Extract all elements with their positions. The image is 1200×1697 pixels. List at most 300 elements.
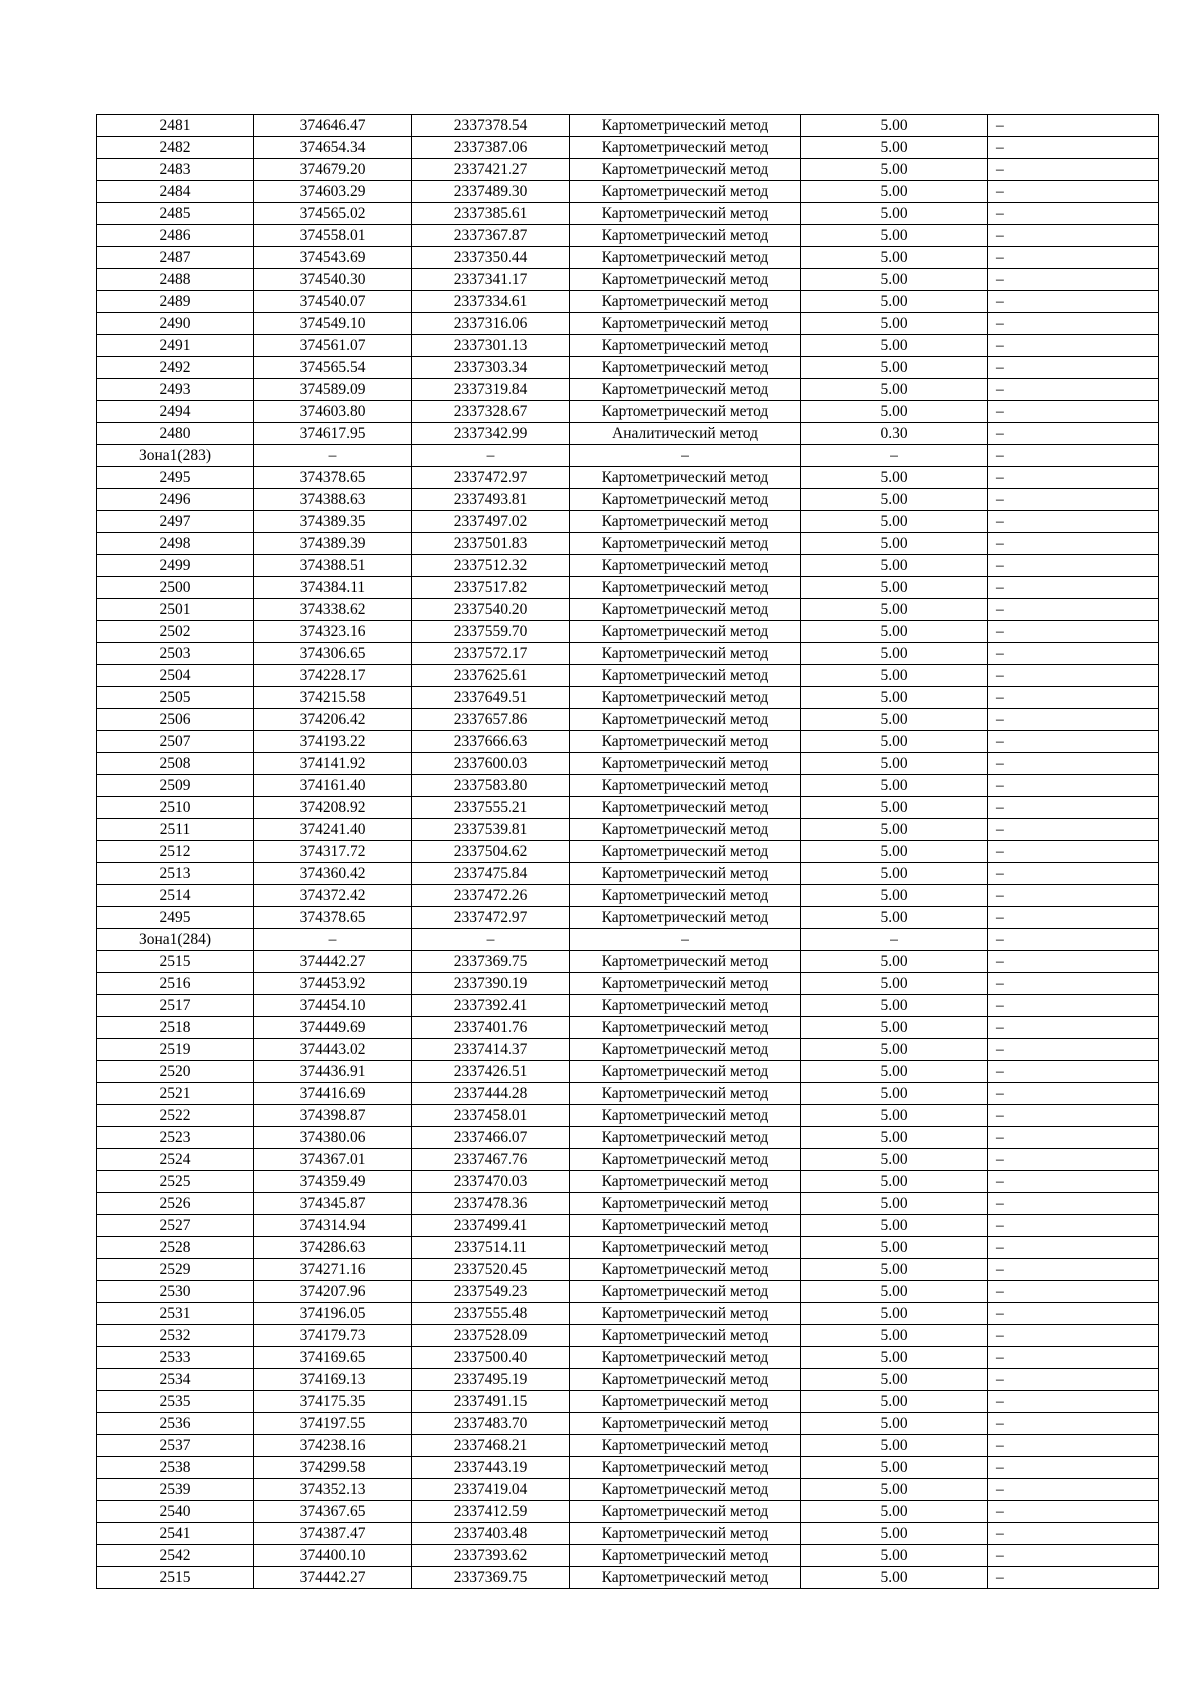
y-coordinate-cell: 2337467.76	[412, 1149, 570, 1171]
x-coordinate-cell: 374646.47	[254, 115, 412, 137]
precision-cell: 5.00	[801, 1457, 988, 1479]
point-number-cell: 2512	[97, 841, 254, 863]
description-cell: –	[988, 1061, 1159, 1083]
point-number-cell: 2507	[97, 731, 254, 753]
method-cell: Картометрический метод	[570, 291, 801, 313]
precision-cell: 5.00	[801, 1567, 988, 1589]
description-cell: –	[988, 335, 1159, 357]
point-number-cell: 2537	[97, 1435, 254, 1457]
table-row	[97, 1457, 1159, 1479]
y-coordinate-cell: 2337472.97	[412, 907, 570, 929]
point-number-cell: 2525	[97, 1171, 254, 1193]
point-number-cell: 2523	[97, 1127, 254, 1149]
point-number-cell: Зона1(284)	[97, 929, 254, 951]
y-coordinate-cell: 2337559.70	[412, 621, 570, 643]
table-row	[97, 269, 1159, 291]
y-coordinate-cell: 2337419.04	[412, 1479, 570, 1501]
point-number-cell: 2510	[97, 797, 254, 819]
description-cell: –	[988, 1017, 1159, 1039]
point-number-cell: 2491	[97, 335, 254, 357]
table-row	[97, 555, 1159, 577]
description-cell: –	[988, 687, 1159, 709]
description-cell: –	[988, 1193, 1159, 1215]
precision-cell: 5.00	[801, 621, 988, 643]
method-cell: Картометрический метод	[570, 115, 801, 137]
x-coordinate-cell: 374360.42	[254, 863, 412, 885]
point-number-cell: 2503	[97, 643, 254, 665]
y-coordinate-cell: 2337303.34	[412, 357, 570, 379]
point-number-cell: 2538	[97, 1457, 254, 1479]
table-row	[97, 1259, 1159, 1281]
precision-cell: 5.00	[801, 577, 988, 599]
description-cell: –	[988, 951, 1159, 973]
y-coordinate-cell: 2337378.54	[412, 115, 570, 137]
x-coordinate-cell: 374345.87	[254, 1193, 412, 1215]
precision-cell: 5.00	[801, 709, 988, 731]
table-row	[97, 907, 1159, 929]
description-cell: –	[988, 731, 1159, 753]
precision-cell: 5.00	[801, 1017, 988, 1039]
x-coordinate-cell: 374603.29	[254, 181, 412, 203]
description-cell: –	[988, 1281, 1159, 1303]
table-row	[97, 181, 1159, 203]
point-number-cell: 2522	[97, 1105, 254, 1127]
x-coordinate-cell: –	[254, 929, 412, 951]
y-coordinate-cell: 2337443.19	[412, 1457, 570, 1479]
description-cell: –	[988, 929, 1159, 951]
x-coordinate-cell: 374241.40	[254, 819, 412, 841]
y-coordinate-cell: 2337666.63	[412, 731, 570, 753]
table-row	[97, 335, 1159, 357]
y-coordinate-cell: 2337369.75	[412, 1567, 570, 1589]
precision-cell: 5.00	[801, 1369, 988, 1391]
point-number-cell: Зона1(283)	[97, 445, 254, 467]
x-coordinate-cell: 374549.10	[254, 313, 412, 335]
x-coordinate-cell: 374389.35	[254, 511, 412, 533]
precision-cell: 5.00	[801, 863, 988, 885]
method-cell: Картометрический метод	[570, 511, 801, 533]
table-row	[97, 1237, 1159, 1259]
point-number-cell: 2502	[97, 621, 254, 643]
precision-cell: 5.00	[801, 1193, 988, 1215]
y-coordinate-cell: –	[412, 929, 570, 951]
y-coordinate-cell: 2337341.17	[412, 269, 570, 291]
x-coordinate-cell: 374323.16	[254, 621, 412, 643]
description-cell: –	[988, 709, 1159, 731]
table-row	[97, 1391, 1159, 1413]
point-number-cell: 2492	[97, 357, 254, 379]
point-number-cell: 2526	[97, 1193, 254, 1215]
point-number-cell: 2533	[97, 1347, 254, 1369]
precision-cell: 5.00	[801, 665, 988, 687]
table-row	[97, 467, 1159, 489]
y-coordinate-cell: 2337342.99	[412, 423, 570, 445]
y-coordinate-cell: 2337539.81	[412, 819, 570, 841]
point-number-cell: 2495	[97, 907, 254, 929]
y-coordinate-cell: 2337458.01	[412, 1105, 570, 1127]
point-number-cell: 2481	[97, 115, 254, 137]
y-coordinate-cell: 2337625.61	[412, 665, 570, 687]
x-coordinate-cell: 374565.54	[254, 357, 412, 379]
precision-cell: 5.00	[801, 1061, 988, 1083]
method-cell: Картометрический метод	[570, 181, 801, 203]
description-cell: –	[988, 643, 1159, 665]
precision-cell: 5.00	[801, 313, 988, 335]
y-coordinate-cell: 2337466.07	[412, 1127, 570, 1149]
precision-cell: 5.00	[801, 379, 988, 401]
point-number-cell: 2514	[97, 885, 254, 907]
description-cell: –	[988, 1391, 1159, 1413]
y-coordinate-cell: 2337555.48	[412, 1303, 570, 1325]
table-row	[97, 1281, 1159, 1303]
description-cell: –	[988, 775, 1159, 797]
x-coordinate-cell: 374540.07	[254, 291, 412, 313]
method-cell: Картометрический метод	[570, 1039, 801, 1061]
point-number-cell: 2486	[97, 225, 254, 247]
point-number-cell: 2497	[97, 511, 254, 533]
method-cell: Картометрический метод	[570, 467, 801, 489]
point-number-cell: 2487	[97, 247, 254, 269]
precision-cell: 5.00	[801, 1325, 988, 1347]
table-row	[97, 1435, 1159, 1457]
y-coordinate-cell: 2337504.62	[412, 841, 570, 863]
x-coordinate-cell: 374197.55	[254, 1413, 412, 1435]
description-cell: –	[988, 1523, 1159, 1545]
description-cell: –	[988, 1347, 1159, 1369]
x-coordinate-cell: 374543.69	[254, 247, 412, 269]
method-cell: Картометрический метод	[570, 1347, 801, 1369]
y-coordinate-cell: 2337472.97	[412, 467, 570, 489]
y-coordinate-cell: 2337470.03	[412, 1171, 570, 1193]
description-cell: –	[988, 1215, 1159, 1237]
x-coordinate-cell: 374338.62	[254, 599, 412, 621]
precision-cell: 5.00	[801, 1391, 988, 1413]
table-row	[97, 247, 1159, 269]
method-cell: Картометрический метод	[570, 1435, 801, 1457]
point-number-cell: 2536	[97, 1413, 254, 1435]
table-row	[97, 423, 1159, 445]
table-row	[97, 599, 1159, 621]
precision-cell: 5.00	[801, 643, 988, 665]
y-coordinate-cell: 2337334.61	[412, 291, 570, 313]
x-coordinate-cell: 374228.17	[254, 665, 412, 687]
point-number-cell: 2528	[97, 1237, 254, 1259]
precision-cell: 5.00	[801, 1039, 988, 1061]
x-coordinate-cell: 374387.47	[254, 1523, 412, 1545]
precision-cell: 5.00	[801, 511, 988, 533]
table-row	[97, 819, 1159, 841]
x-coordinate-cell: 374207.96	[254, 1281, 412, 1303]
table-row	[97, 379, 1159, 401]
description-cell: –	[988, 753, 1159, 775]
table-row	[97, 665, 1159, 687]
x-coordinate-cell: 374561.07	[254, 335, 412, 357]
precision-cell: 5.00	[801, 1149, 988, 1171]
table-row	[97, 115, 1159, 137]
x-coordinate-cell: 374206.42	[254, 709, 412, 731]
description-cell: –	[988, 1171, 1159, 1193]
precision-cell: 5.00	[801, 973, 988, 995]
method-cell: Картометрический метод	[570, 203, 801, 225]
table-row	[97, 489, 1159, 511]
x-coordinate-cell: 374193.22	[254, 731, 412, 753]
precision-cell: 5.00	[801, 1281, 988, 1303]
x-coordinate-cell: 374367.65	[254, 1501, 412, 1523]
point-number-cell: 2484	[97, 181, 254, 203]
x-coordinate-cell: 374359.49	[254, 1171, 412, 1193]
point-number-cell: 2485	[97, 203, 254, 225]
x-coordinate-cell: 374449.69	[254, 1017, 412, 1039]
table-row	[97, 797, 1159, 819]
y-coordinate-cell: 2337367.87	[412, 225, 570, 247]
method-cell: Картометрический метод	[570, 665, 801, 687]
y-coordinate-cell: 2337600.03	[412, 753, 570, 775]
x-coordinate-cell: 374372.42	[254, 885, 412, 907]
x-coordinate-cell: –	[254, 445, 412, 467]
method-cell: Картометрический метод	[570, 1391, 801, 1413]
y-coordinate-cell: 2337385.61	[412, 203, 570, 225]
x-coordinate-cell: 374416.69	[254, 1083, 412, 1105]
description-cell: –	[988, 1083, 1159, 1105]
description-cell: –	[988, 159, 1159, 181]
point-number-cell: 2518	[97, 1017, 254, 1039]
y-coordinate-cell: 2337392.41	[412, 995, 570, 1017]
table-row	[97, 1193, 1159, 1215]
point-number-cell: 2501	[97, 599, 254, 621]
y-coordinate-cell: 2337478.36	[412, 1193, 570, 1215]
method-cell: Картометрический метод	[570, 1083, 801, 1105]
y-coordinate-cell: 2337555.21	[412, 797, 570, 819]
point-number-cell: 2515	[97, 1567, 254, 1589]
precision-cell: 5.00	[801, 1171, 988, 1193]
precision-cell: 5.00	[801, 269, 988, 291]
method-cell: Картометрический метод	[570, 599, 801, 621]
description-cell: –	[988, 1479, 1159, 1501]
table-row	[97, 841, 1159, 863]
point-number-cell: 2483	[97, 159, 254, 181]
x-coordinate-cell: 374169.13	[254, 1369, 412, 1391]
precision-cell: 5.00	[801, 203, 988, 225]
precision-cell: 5.00	[801, 467, 988, 489]
table-row	[97, 643, 1159, 665]
x-coordinate-cell: 374208.92	[254, 797, 412, 819]
y-coordinate-cell: 2337301.13	[412, 335, 570, 357]
y-coordinate-cell: 2337475.84	[412, 863, 570, 885]
point-number-cell: 2521	[97, 1083, 254, 1105]
coordinates-table-body	[97, 115, 1159, 1589]
method-cell: Картометрический метод	[570, 709, 801, 731]
description-cell: –	[988, 973, 1159, 995]
table-row	[97, 1501, 1159, 1523]
table-row	[97, 973, 1159, 995]
table-row	[97, 731, 1159, 753]
method-cell: Картометрический метод	[570, 643, 801, 665]
description-cell: –	[988, 1457, 1159, 1479]
table-row	[97, 1017, 1159, 1039]
method-cell: Картометрический метод	[570, 1303, 801, 1325]
y-coordinate-cell: 2337657.86	[412, 709, 570, 731]
precision-cell: 5.00	[801, 1501, 988, 1523]
description-cell: –	[988, 511, 1159, 533]
point-number-cell: 2504	[97, 665, 254, 687]
y-coordinate-cell: 2337572.17	[412, 643, 570, 665]
method-cell: Картометрический метод	[570, 1413, 801, 1435]
point-number-cell: 2530	[97, 1281, 254, 1303]
y-coordinate-cell: 2337390.19	[412, 973, 570, 995]
method-cell: Картометрический метод	[570, 841, 801, 863]
y-coordinate-cell: 2337472.26	[412, 885, 570, 907]
precision-cell: 5.00	[801, 247, 988, 269]
precision-cell: 5.00	[801, 819, 988, 841]
table-row	[97, 225, 1159, 247]
table-row	[97, 291, 1159, 313]
table-row	[97, 1303, 1159, 1325]
method-cell: Картометрический метод	[570, 1237, 801, 1259]
precision-cell: 5.00	[801, 137, 988, 159]
method-cell: Картометрический метод	[570, 1325, 801, 1347]
description-cell: –	[988, 137, 1159, 159]
x-coordinate-cell: 374388.51	[254, 555, 412, 577]
point-number-cell: 2509	[97, 775, 254, 797]
description-cell: –	[988, 401, 1159, 423]
description-cell: –	[988, 1369, 1159, 1391]
precision-cell: 5.00	[801, 1347, 988, 1369]
description-cell: –	[988, 1303, 1159, 1325]
table-row	[97, 577, 1159, 599]
method-cell: Картометрический метод	[570, 379, 801, 401]
precision-cell: 5.00	[801, 401, 988, 423]
x-coordinate-cell: 374384.11	[254, 577, 412, 599]
y-coordinate-cell: 2337549.23	[412, 1281, 570, 1303]
method-cell: Картометрический метод	[570, 863, 801, 885]
y-coordinate-cell: 2337328.67	[412, 401, 570, 423]
method-cell: Картометрический метод	[570, 1017, 801, 1039]
precision-cell: 5.00	[801, 995, 988, 1017]
method-cell: Картометрический метод	[570, 1259, 801, 1281]
y-coordinate-cell: 2337491.15	[412, 1391, 570, 1413]
y-coordinate-cell: 2337528.09	[412, 1325, 570, 1347]
point-number-cell: 2534	[97, 1369, 254, 1391]
method-cell: Картометрический метод	[570, 775, 801, 797]
method-cell: Картометрический метод	[570, 1369, 801, 1391]
x-coordinate-cell: 374540.30	[254, 269, 412, 291]
method-cell: Картометрический метод	[570, 577, 801, 599]
x-coordinate-cell: 374378.65	[254, 907, 412, 929]
y-coordinate-cell: 2337444.28	[412, 1083, 570, 1105]
precision-cell: 5.00	[801, 1523, 988, 1545]
method-cell: Картометрический метод	[570, 819, 801, 841]
precision-cell: 5.00	[801, 1127, 988, 1149]
table-row	[97, 401, 1159, 423]
x-coordinate-cell: 374169.65	[254, 1347, 412, 1369]
x-coordinate-cell: 374389.39	[254, 533, 412, 555]
method-cell: Картометрический метод	[570, 1061, 801, 1083]
y-coordinate-cell: 2337514.11	[412, 1237, 570, 1259]
y-coordinate-cell: 2337540.20	[412, 599, 570, 621]
y-coordinate-cell: 2337495.19	[412, 1369, 570, 1391]
point-number-cell: 2535	[97, 1391, 254, 1413]
description-cell: –	[988, 1435, 1159, 1457]
table-row	[97, 1347, 1159, 1369]
point-number-cell: 2511	[97, 819, 254, 841]
description-cell: –	[988, 533, 1159, 555]
table-row	[97, 1061, 1159, 1083]
table-row	[97, 203, 1159, 225]
x-coordinate-cell: 374589.09	[254, 379, 412, 401]
method-cell: Картометрический метод	[570, 687, 801, 709]
description-cell: –	[988, 1259, 1159, 1281]
table-row	[97, 775, 1159, 797]
table-row	[97, 687, 1159, 709]
method-cell: Картометрический метод	[570, 1479, 801, 1501]
precision-cell: 5.00	[801, 533, 988, 555]
description-cell: –	[988, 819, 1159, 841]
method-cell: Картометрический метод	[570, 1545, 801, 1567]
description-cell: –	[988, 665, 1159, 687]
x-coordinate-cell: 374317.72	[254, 841, 412, 863]
description-cell: –	[988, 489, 1159, 511]
point-number-cell: 2505	[97, 687, 254, 709]
method-cell: Картометрический метод	[570, 621, 801, 643]
x-coordinate-cell: 374314.94	[254, 1215, 412, 1237]
description-cell: –	[988, 357, 1159, 379]
table-row	[97, 995, 1159, 1017]
description-cell: –	[988, 313, 1159, 335]
x-coordinate-cell: 374352.13	[254, 1479, 412, 1501]
method-cell: Аналитический метод	[570, 423, 801, 445]
point-number-cell: 2531	[97, 1303, 254, 1325]
x-coordinate-cell: 374141.92	[254, 753, 412, 775]
method-cell: Картометрический метод	[570, 1193, 801, 1215]
y-coordinate-cell: 2337401.76	[412, 1017, 570, 1039]
x-coordinate-cell: 374603.80	[254, 401, 412, 423]
point-number-cell: 2488	[97, 269, 254, 291]
precision-cell: 5.00	[801, 775, 988, 797]
precision-cell: –	[801, 929, 988, 951]
method-cell: Картометрический метод	[570, 1215, 801, 1237]
precision-cell: 5.00	[801, 951, 988, 973]
precision-cell: 5.00	[801, 731, 988, 753]
method-cell: Картометрический метод	[570, 907, 801, 929]
point-number-cell: 2490	[97, 313, 254, 335]
precision-cell: 5.00	[801, 1303, 988, 1325]
point-number-cell: 2508	[97, 753, 254, 775]
x-coordinate-cell: 374215.58	[254, 687, 412, 709]
description-cell: –	[988, 269, 1159, 291]
table-row	[97, 1369, 1159, 1391]
table-row	[97, 1083, 1159, 1105]
precision-cell: 5.00	[801, 159, 988, 181]
description-cell: –	[988, 225, 1159, 247]
precision-cell: 5.00	[801, 753, 988, 775]
description-cell: –	[988, 599, 1159, 621]
precision-cell: 5.00	[801, 1479, 988, 1501]
method-cell: Картометрический метод	[570, 137, 801, 159]
method-cell: Картометрический метод	[570, 489, 801, 511]
precision-cell: 5.00	[801, 489, 988, 511]
table-row	[97, 357, 1159, 379]
point-number-cell: 2482	[97, 137, 254, 159]
y-coordinate-cell: 2337493.81	[412, 489, 570, 511]
method-cell: Картометрический метод	[570, 401, 801, 423]
method-cell: Картометрический метод	[570, 1567, 801, 1589]
method-cell: Картометрический метод	[570, 1501, 801, 1523]
table-row	[97, 1127, 1159, 1149]
precision-cell: 5.00	[801, 1259, 988, 1281]
description-cell: –	[988, 1237, 1159, 1259]
method-cell: Картометрический метод	[570, 269, 801, 291]
description-cell: –	[988, 1039, 1159, 1061]
